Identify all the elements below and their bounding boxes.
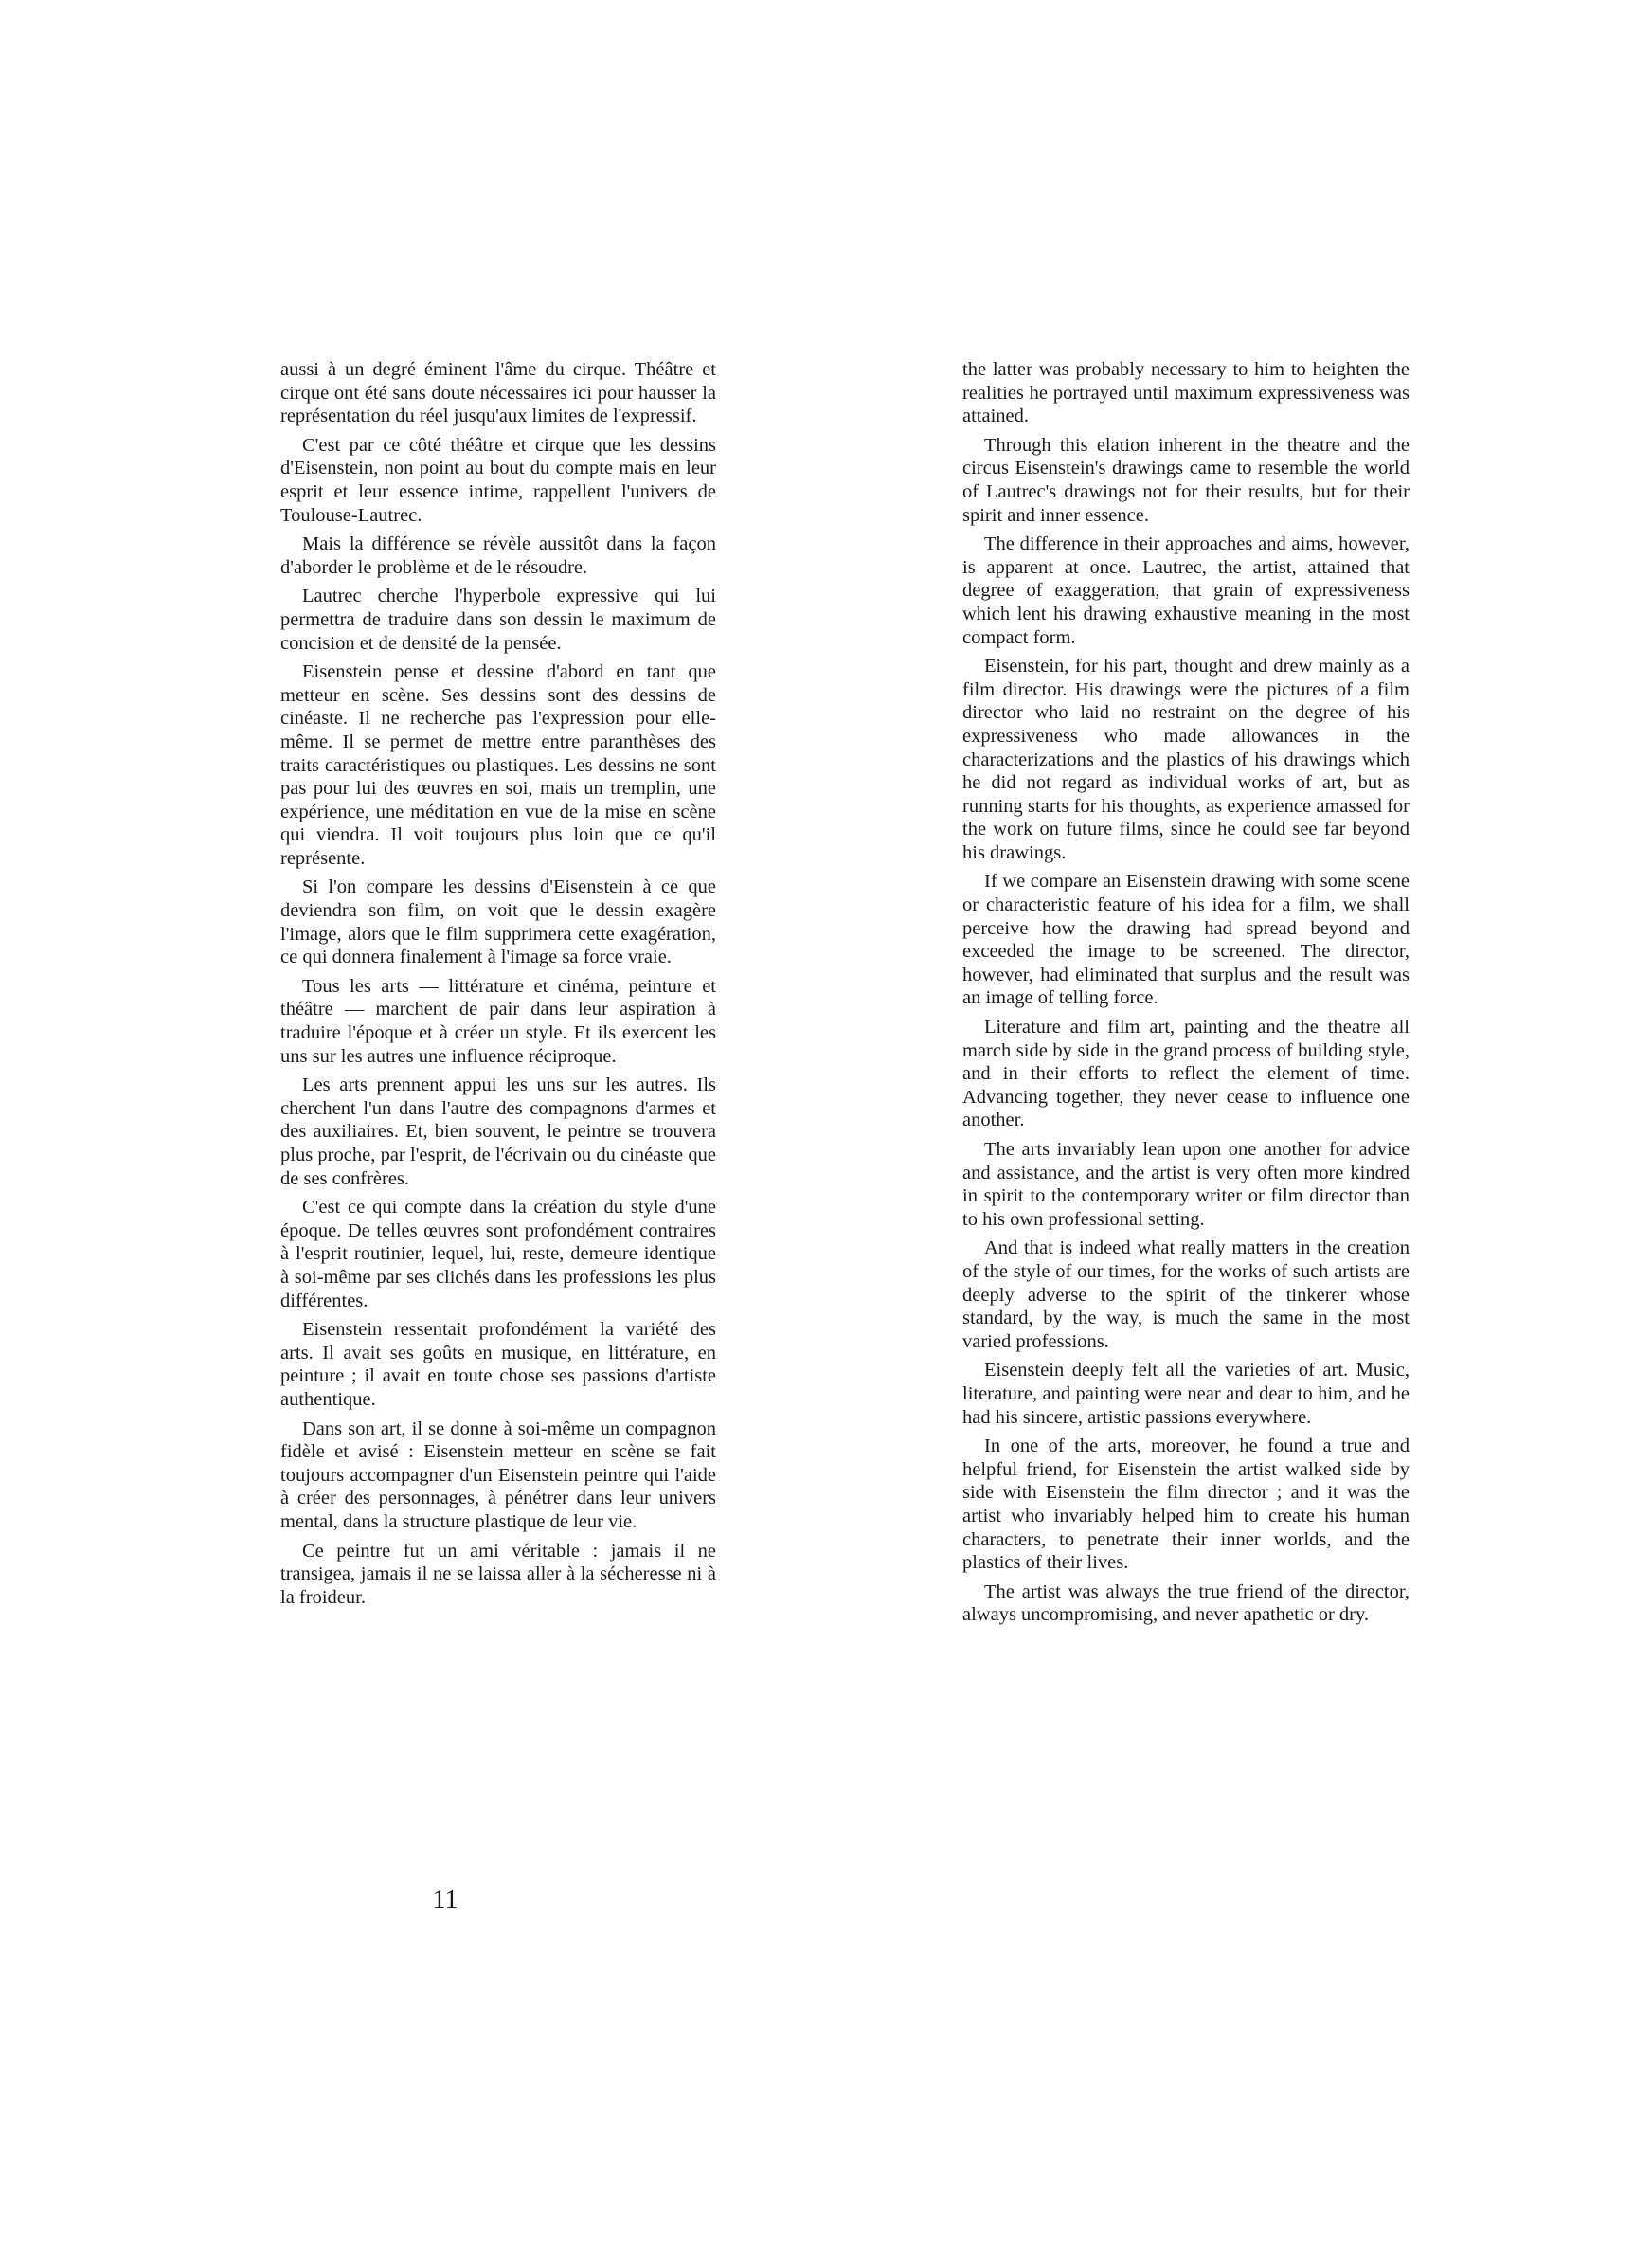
english-text-column xyxy=(962,358,1410,1633)
paragraph: Eisenstein, for his part, thought and drew mainly as a film director. His drawings were the pictures of a film director who laid no restraint on the degree of his expressiveness who made allowances in the characterizations and the plastics of his drawings which he did not regard as individual works of art, but as running starts for his thoughts, as experience amassed for the work on future films, since he could see far beyond his drawings. xyxy=(962,656,1410,863)
paragraph: Literature and film art, painting and the theatre all march side by side in the grand process of building style, and in their efforts to reflect the element of time. Advancing together, they never cease to influence one another. xyxy=(962,1017,1410,1131)
paragraph: Tous les arts — littérature et cinéma, peinture et théâtre — marchent de pair dans leur aspiration à traduire l'époque et à créer un style. Et ils exercent les uns sur les autres une influence réciproque. xyxy=(280,975,716,1067)
paragraph: In one of the arts, moreover, he found a true and helpful friend, for Eisenstein the artist walked side by side with Eisenstein the film director ; and it was the artist who invariably helped him to create his human characters, to penetrate their inner worlds, and the plastics of their lives. xyxy=(962,1435,1410,1574)
paragraph: Eisenstein pense et dessine d'abord en tant que metteur en scène. Ses dessins sont des dessins de cinéaste. Il ne recherche pas l'expression pour elle-même. Il se permet de mettre entre paranthèses des traits caractéristiques ou plastiques. Les dessins ne sont pas pour lui des œuvres en soi, mais un tremplin, une expérience, une méditation en vue de la mise en scène qui viendra. Il voit toujours plus loin que ce qu'il représente. xyxy=(280,661,716,869)
paragraph: Les arts prennent appui les uns sur les autres. Ils cherchent l'un dans l'autre des compagnons d'armes et des auxiliaires. Et, bien souvent, le peintre se trouvera plus proche, par l'esprit, de l'écrivain ou du cinéaste que de ses confrères. xyxy=(280,1074,716,1189)
paragraph: aussi à un degré éminent l'âme du cirque. Théâtre et cirque ont été sans doute nécessaires ici pour hausser la représentation du réel jusqu'aux limites de l'expressif. xyxy=(280,359,716,427)
paragraph: The arts invariably lean upon one another for advice and assistance, and the artist is very often more kindred in spirit to the contemporary writer or film director than to his own professional setting. xyxy=(962,1139,1410,1230)
paragraph: The difference in their approaches and aims, however, is apparent at once. Lautrec, the artist, attained that degree of exaggeration, that grain of expressiveness which lent his drawing exhaustive meaning in the most compact form. xyxy=(962,533,1410,648)
paragraph: Through this elation inherent in the theatre and the circus Eisenstein's drawings came to resemble the world of Lautrec's drawings not for their results, but for their spirit and inner essence. xyxy=(962,434,1410,526)
paragraph: Ce peintre fut un ami véritable : jamais il ne transigea, jamais il ne se laissa aller à la sécheresse ni à la froideur. xyxy=(280,1540,716,1608)
paragraph: Si l'on compare les dessins d'Eisenstein à ce que deviendra son film, on voit que le dessin exagère l'image, alors que le film supprimera cette exagération, ce qui donnera finalement à l'image sa force vraie. xyxy=(280,876,716,968)
paragraph: Mais la différence se révèle aussitôt dans la façon d'aborder le problème et de le résoudre. xyxy=(280,533,716,578)
paragraph: C'est par ce côté théâtre et cirque que les dessins d'Eisenstein, non point au bout du compte mais en leur esprit et leur essence intime, rappellent l'univers de Toulouse-Lautrec. xyxy=(280,434,716,526)
paragraph: the latter was probably necessary to him to heighten the realities he portrayed until maximum expressiveness was attained. xyxy=(962,359,1410,427)
page-number: 11 xyxy=(432,1886,458,1915)
paragraph: Eisenstein ressentait profondément la variété des arts. Il avait ses goûts en musique, en littérature, en peinture ; il avait en toute chose ses passions d'artiste authentique. xyxy=(280,1319,716,1410)
paragraph: Lautrec cherche l'hyperbole expressive qui lui permettra de traduire dans son dessin le maximum de concision et de densité de la pensée. xyxy=(280,586,716,654)
french-text-column xyxy=(280,358,716,1615)
paragraph: If we compare an Eisenstein drawing with some scene or characteristic feature of his idea for a film, we shall perceive how the drawing had spread beyond and exceeded the image to be screened. The director, however, had eliminated that surplus and the result was an image of telling force. xyxy=(962,871,1410,1009)
paragraph: Eisenstein deeply felt all the varieties of art. Music, literature, and painting were near and dear to him, and he had his sincere, artistic passions everywhere. xyxy=(962,1360,1410,1428)
paragraph: Dans son art, il se donne à soi-même un compagnon fidèle et avisé : Eisenstein metteur en scène se fait toujours accompagner d'un Eisenstein peintre qui l'aide à créer des personnages, à pénétrer dans leur univers mental, dans la structure plastique de leur vie. xyxy=(280,1417,716,1532)
paragraph: C'est ce qui compte dans la création du style d'une époque. De telles œuvres sont profondément contraires à l'esprit routinier, lequel, lui, reste, demeure identique à soi-même par ses clichés dans les professions les plus différentes. xyxy=(280,1197,716,1311)
paragraph: And that is indeed what really matters in the creation of the style of our times, for the works of such artists are deeply adverse to the spirit of the tinkerer whose standard, by the way, is much the same in the most varied professions. xyxy=(962,1237,1410,1352)
paragraph: The artist was always the true friend of the director, always uncompromising, and never apathetic or dry. xyxy=(962,1580,1410,1626)
